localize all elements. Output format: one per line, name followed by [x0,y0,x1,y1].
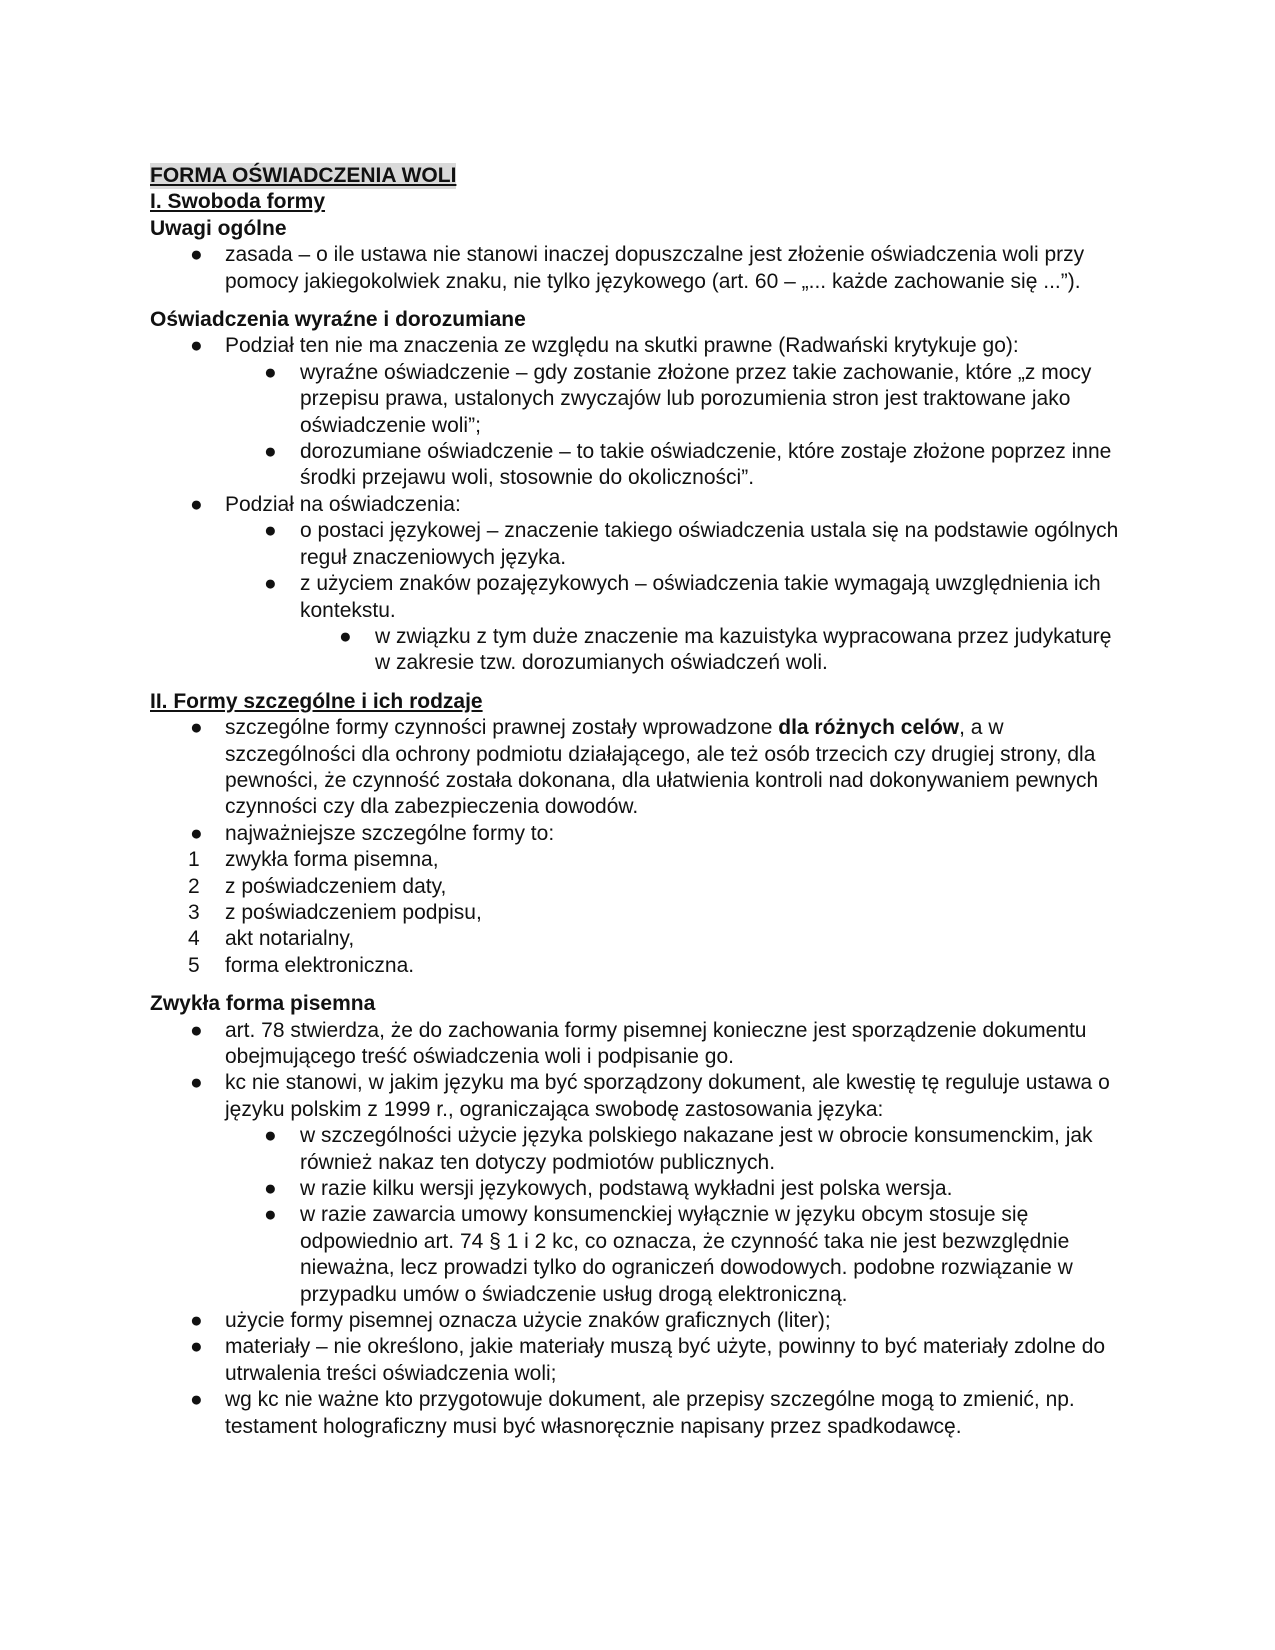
bullet-icon: ● [190,492,203,516]
bullet-icon: ● [190,1335,203,1359]
bullet-icon: ● [190,334,203,358]
bullet-icon: ● [264,519,277,543]
list-item: ● w razie zawarcia umowy konsumenckiej wyłącznie w języku obcym stosuje się odpowiednio art. 74 § 1 i 2 kc, co oznacza, że czynność taka nie jest bezwzględnie nieważna, lecz prowadzi tylko do ograniczeń dowodowych. podobne rozwiązanie w przypadku umów o świadczenie usług drogą elektroniczną. [264,1203,1073,1306]
list-item: ● wyraźne oświadczenie – gdy zostanie złożone przez takie zachowanie, które „z mocy przepisu prawa, ustalonych zwyczajów lub porozumienia stron jest traktowane jako oświadczenie woli”; [264,360,1092,437]
list-item: ● materiały – nie określono, jakie materiały muszą być użyte, powinny to być materiały zdolne do utrwalenia treści oświadczenia woli; [190,1335,1106,1385]
section-2-heading: II. Formy szczególne i ich rodzaje [150,689,483,713]
list-item: ● najważniejsze szczególne formy to: [150,821,1130,847]
list-item: ● szczególne formy czynności prawnej zostały wprowadzone dla różnych celów, a w szczególności dla ochrony podmiotu działającego, ale też osób trzecich czy drugiej strony, dla pewności, że czynność została dokonana, dla ułatwienia kontroli nad dokonywaniem pewnych czynności czy dla zabezpieczenia dowodów. [190,716,1099,819]
list-item: ● w razie kilku wersji językowych, podstawą wykładni jest polska wersja. [150,1176,1130,1202]
bullet-icon: ● [190,1071,203,1095]
bullet-icon: ● [264,572,277,596]
bullet-icon: ● [190,1309,203,1333]
zwykla-heading: Zwykła forma pisemna [150,992,376,1016]
bullet-icon: ● [264,440,277,464]
bullet-icon: ● [264,1124,277,1148]
osw-heading: Oświadczenia wyraźne i dorozumiane [150,308,526,332]
title-line [150,163,1130,189]
list-item: ● Podział na oświadczenia: [150,492,1130,518]
list-item: ● Podział ten nie ma znaczenia ze względu na skutki prawne (Radwański krytykuje go): [150,333,1130,359]
numbered-item: 1 zwykła forma pisemna, [188,848,439,872]
list-item: ● z użyciem znaków pozajęzykowych – oświadczenia takie wymagają uwzględnienia ich kontekstu. [264,572,1101,622]
section-1-heading: I. Swoboda formy [150,190,326,214]
numbered-item: 3 z poświadczeniem podpisu, [188,900,482,924]
list-item: ● o postaci językowej – znaczenie takiego oświadczenia ustala się na podstawie ogólnych reguł znaczeniowych języka. [264,519,1119,569]
bullet-icon: ● [190,1388,203,1412]
bullet-icon: ● [264,360,277,384]
numbered-item: 4 akt notarialny, [188,927,355,951]
numbered-item: 5 forma elektroniczna. [188,953,415,977]
document-content [150,163,1130,1440]
numbered-item: 2 z poświadczeniem daty, [188,874,447,898]
list-item: ● wg kc nie ważne kto przygotowuje dokument, ale przepisy szczególne mogą to zmienić, np. testament holograficzny musi być własnoręcznie napisany przez spadkodawcę. [190,1388,1075,1438]
list-item: ● w szczególności użycie języka polskiego nakazane jest w obrocie konsumenckim, jak również nakaz ten dotyczy podmiotów publicznych. [264,1124,1093,1174]
bullet-icon: ● [190,716,203,740]
bullet-icon: ● [264,1203,277,1227]
list-item: ● art. 78 stwierdza, że do zachowania formy pisemnej konieczne jest sporządzenie dokumentu obejmującego treść oświadczenia woli i podpisanie go. [190,1018,1087,1068]
uwagi-heading: Uwagi ogólne [150,216,287,240]
bullet-icon: ● [264,1177,277,1201]
document-title: FORMA OŚWIADCZENIA WOLI [150,163,456,189]
bullet-icon: ● [190,1018,203,1042]
list-item: ● kc nie stanowi, w jakim języku ma być sporządzony dokument, ale kwestię tę reguluje ustawa o języku polskim z 1999 r., ograniczająca swobodę zastosowania języka: [190,1071,1110,1121]
bullet-icon: ● [190,821,203,845]
bullet-icon: ● [339,624,352,648]
list-item: ● w związku z tym duże znaczenie ma kazuistyka wypracowana przez judykaturę w zakresie tzw. dorozumianych oświadczeń woli. [339,624,1112,675]
bullet-icon: ● [190,243,203,267]
list-item: ● dorozumiane oświadczenie – to takie oświadczenie, które zostaje złożone poprzez inne środki przejawu woli, stosownie do okoliczności”. [264,440,1112,490]
list-item: ● użycie formy pisemnej oznacza użycie znaków graficznych (liter); [150,1308,1130,1334]
list-item: ● zasada – o ile ustawa nie stanowi inaczej dopuszczalne jest złożenie oświadczenia woli przy pomocy jakiegokolwiek znaku, nie tylko językowego (art. 60 – „... każde zachowanie się ...”). [190,243,1085,293]
